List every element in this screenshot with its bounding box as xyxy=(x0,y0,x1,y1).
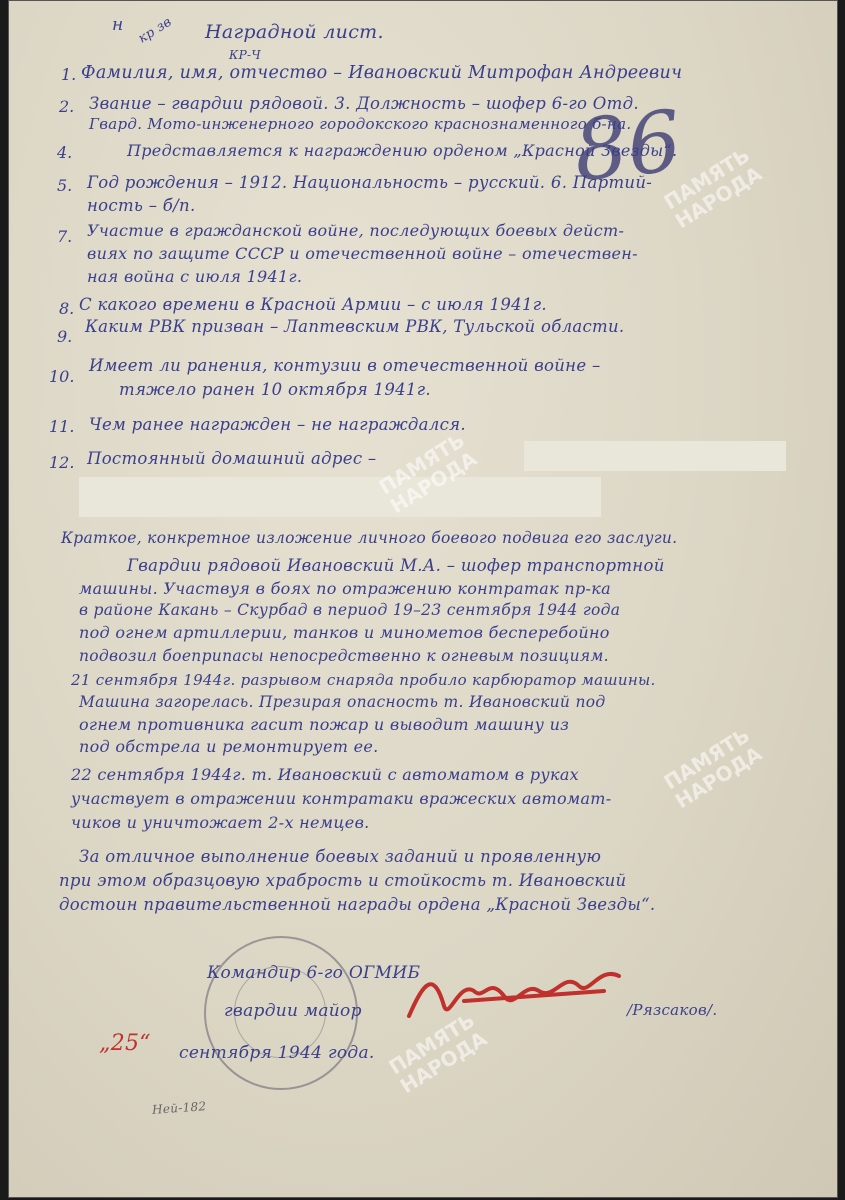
watermark: ПАМЯТЬ НАРОДА xyxy=(374,427,481,519)
item-text: Чем ранее награжден – не награждался. xyxy=(89,415,466,434)
summary-heading: Краткое, конкретное изложение личного боевого подвига его заслуги. xyxy=(61,529,678,547)
item-text: ная война с июля 1941г. xyxy=(87,267,303,286)
item-text: Гвард. Мото-инженерного городокского краснознаменного б-на. xyxy=(89,115,632,133)
conclusion-line: достоин правительственной награды ордена „Красной Звезды“. xyxy=(59,895,656,914)
corner-code: КР-Ч xyxy=(229,48,261,62)
conclusion-line: при этом образцовую храбрость и стойкость т. Ивановский xyxy=(59,871,627,890)
redacted-address xyxy=(79,477,601,517)
watermark: ПАМЯТЬ НАРОДА xyxy=(659,722,766,814)
date-rest: сентября 1944 года. xyxy=(179,1043,375,1063)
item-number: 5. xyxy=(57,176,73,195)
item-number: 2. xyxy=(59,97,75,116)
item-text: Представляется к награждению орденом „Красной Звезды“. xyxy=(127,141,678,160)
item-text: тяжело ранен 10 октября 1941г. xyxy=(119,380,431,399)
item-text: Имеет ли ранения, контузии в отечественной войне – xyxy=(89,356,601,375)
narrative-line: Гвардии рядовой Ивановский М.А. – шофер транспортной xyxy=(127,556,665,575)
red-signature xyxy=(404,961,639,1031)
narrative-line: машины. Участвуя в боях по отражению контратак пр-ка xyxy=(79,579,611,598)
narrative-line: подвозил боеприпасы непосредственно к огневым позициям. xyxy=(79,647,609,665)
narrative-line: Машина загорелась. Презирая опасность т. Ивановский под xyxy=(79,693,606,711)
item-text: Фамилия, имя, отчество – Ивановский Митрофан Андреевич xyxy=(81,63,683,83)
signer-name: /Рязсаков/. xyxy=(627,1001,718,1019)
narrative-line: огнем противника гасит пожар и выводит машину из xyxy=(79,715,570,734)
document-title: Наградной лист. xyxy=(205,21,384,43)
item-number: 12. xyxy=(49,453,75,472)
big-number: 86 xyxy=(569,91,686,201)
watermark: ПАМЯТЬ НАРОДА xyxy=(659,142,766,234)
narrative-line: участвует в отражении контратаки вражеских автомат- xyxy=(71,789,612,808)
item-text: Каким РВК призван – Лаптевским РВК, Тульской области. xyxy=(85,317,625,336)
item-text: Участие в гражданской войне, последующих боевых дейст- xyxy=(87,221,625,240)
item-text: Звание – гвардии рядовой. 3. Должность – шофер 6-го Отд. xyxy=(89,94,639,113)
archive-mark: Ней-182 xyxy=(151,1099,207,1117)
corner-note: кр зв xyxy=(135,14,175,47)
narrative-line: в районе Какань – Скурбад в период 19–23 сентября 1944 года xyxy=(79,601,621,619)
item-text: С какого времени в Красной Армии – с июля 1941г. xyxy=(79,295,547,314)
commander-rank: гвардии майор xyxy=(224,1001,362,1021)
award-sheet xyxy=(8,0,838,1198)
item-number: 10. xyxy=(49,367,75,386)
narrative-line: 21 сентября 1944г. разрывом снаряда пробило карбюратор машины. xyxy=(71,671,656,689)
narrative-line: чиков и уничтожает 2-х немцев. xyxy=(71,813,370,832)
narrative-line: под огнем артиллерии, танков и минометов бесперебойно xyxy=(79,623,610,642)
item-text: ность – б/п. xyxy=(87,196,196,215)
redacted-address xyxy=(524,441,786,471)
narrative-line: под обстрела и ремонтирует ее. xyxy=(79,737,379,756)
item-text: Постоянный домашний адрес – xyxy=(87,449,377,468)
commander-title: Командир 6-го ОГМИБ xyxy=(207,963,421,983)
item-number: 4. xyxy=(57,143,73,162)
item-text: виях по защите СССР и отечественной войне – отечествен- xyxy=(87,244,638,263)
watermark: ПАМЯТЬ НАРОДА xyxy=(384,1007,491,1099)
item-number: 1. xyxy=(61,65,77,84)
corner-mark: н xyxy=(112,15,124,35)
conclusion-line: За отличное выполнение боевых заданий и проявленную xyxy=(79,847,602,866)
date-day: „25“ xyxy=(99,1031,151,1056)
narrative-line: 22 сентября 1944г. т. Ивановский с автоматом в руках xyxy=(71,765,579,784)
item-number: 7. xyxy=(57,227,73,246)
item-number: 11. xyxy=(49,417,75,436)
item-number: 8. xyxy=(59,299,75,318)
item-number: 9. xyxy=(57,327,73,346)
item-text: Год рождения – 1912. Национальность – русский. 6. Партий- xyxy=(87,173,653,192)
